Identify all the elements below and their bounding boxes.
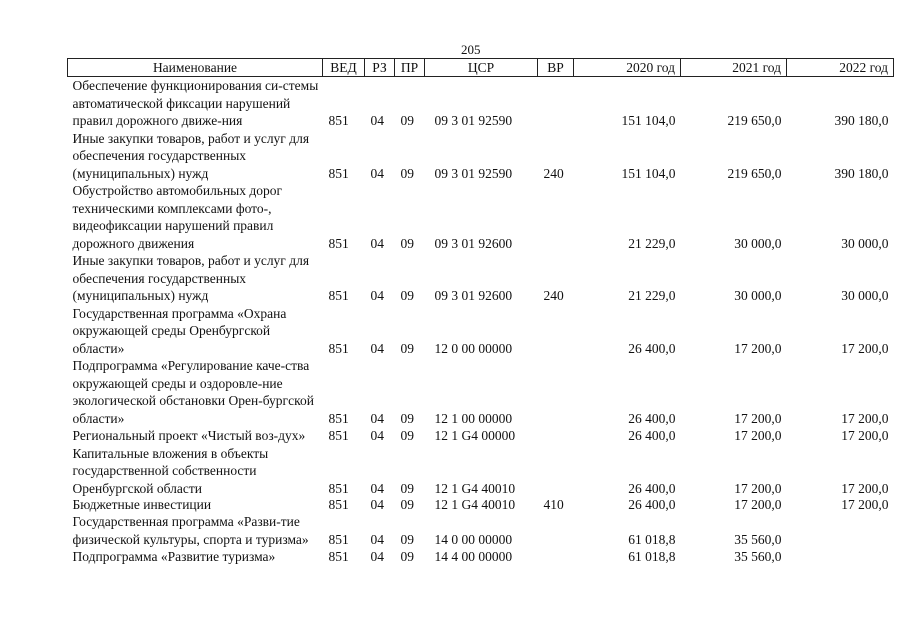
table-row: [68, 445, 894, 498]
row-vr: [538, 305, 574, 358]
row-rz: 04: [370, 165, 384, 181]
row-csr: 09 3 01 92600: [434, 235, 513, 251]
table-row: [68, 182, 894, 252]
row-pr: 09: [400, 410, 414, 426]
header-rz: РЗ: [365, 59, 395, 77]
header-2020: 2020 год: [574, 59, 681, 77]
row-csr: 09 3 01 92590: [434, 165, 513, 181]
row-ved: 851: [328, 113, 349, 128]
row-vr: [538, 182, 574, 252]
row-name: Обеспечение функционирования си-стемы автоматической фиксации нарушений правил дорожного движе-ния: [72, 78, 319, 128]
row-2022-value: [787, 548, 894, 566]
row-2021-value: 30 000,0: [734, 235, 782, 251]
row-2020-value: 21 229,0: [628, 288, 676, 303]
row-2020-value: 26 400,0: [628, 410, 676, 426]
row-ved: 851: [328, 497, 349, 512]
row-vr: [538, 427, 574, 445]
row-rz: 04: [370, 235, 384, 251]
row-pr: 09: [400, 497, 414, 512]
row-name: Подпрограмма «Регулирование каче-ства окружающей среды и оздоровле-ние экологической обстановки Орен-бургской области»: [72, 358, 314, 426]
row-csr: 12 1 00 00000: [434, 410, 513, 426]
row-name: Региональный проект «Чистый воз-дух»: [72, 428, 306, 443]
row-2020-value: 151 104,0: [621, 165, 676, 181]
row-csr: 09 3 01 92600: [434, 288, 513, 303]
header-pr: ПР: [395, 59, 425, 77]
row-name: Государственная программа «Разви-тие физической культуры, спорта и туризма»: [72, 514, 309, 547]
row-2022-value: 30 000,0: [841, 288, 889, 303]
row-csr: 12 1 G4 00000: [434, 428, 516, 443]
row-2021-value: 30 000,0: [734, 288, 782, 303]
row-2022-value: 17 200,0: [841, 410, 889, 426]
row-2020-value: 26 400,0: [628, 340, 676, 356]
row-2021-value: 17 200,0: [734, 340, 782, 356]
table-body: [68, 77, 894, 566]
row-vr: [538, 548, 574, 566]
row-2022-value: 30 000,0: [841, 235, 889, 251]
row-2021-value: 17 200,0: [734, 428, 782, 443]
table-row: [68, 77, 894, 130]
row-ved: 851: [328, 410, 349, 426]
row-ved: 851: [328, 340, 349, 356]
row-rz: 04: [370, 340, 384, 356]
table-row: [68, 357, 894, 427]
row-pr: 09: [400, 480, 414, 496]
row-2020-value: 26 400,0: [628, 497, 676, 512]
header-csr: ЦСР: [425, 59, 538, 77]
row-rz: 04: [370, 497, 384, 512]
row-ved: 851: [328, 531, 349, 547]
row-2021-value: 17 200,0: [734, 480, 782, 496]
row-2020-value: 21 229,0: [628, 235, 676, 251]
page-number: 205: [461, 42, 481, 57]
row-name: Государственная программа «Охрана окружающей среды Оренбургской области»: [72, 305, 287, 356]
row-name: Капитальные вложения в объекты государственной собственности Оренбургской области: [72, 445, 269, 496]
table-row: [68, 427, 894, 445]
row-vr: [538, 77, 574, 130]
row-pr: 09: [400, 288, 414, 303]
row-2021-value: 35 560,0: [734, 549, 782, 564]
row-ved: 851: [328, 549, 349, 564]
row-2020-value: 26 400,0: [628, 480, 676, 496]
row-2021-value: 35 560,0: [734, 531, 782, 547]
row-csr: 14 4 00 00000: [434, 549, 513, 564]
row-pr: 09: [400, 340, 414, 356]
row-2021-value: 219 650,0: [727, 113, 782, 128]
row-rz: 04: [370, 410, 384, 426]
row-vr: 240: [543, 288, 564, 303]
row-csr: 09 3 01 92590: [434, 113, 513, 128]
row-pr: 09: [400, 165, 414, 181]
row-rz: 04: [370, 113, 384, 128]
row-name: Бюджетные инвестиции: [72, 497, 212, 512]
row-rz: 04: [370, 288, 384, 303]
row-name: Иные закупки товаров, работ и услуг для обеспечения государственных (муниципальных) нужд: [72, 130, 310, 181]
row-rz: 04: [370, 531, 384, 547]
table-row: [68, 305, 894, 358]
budget-table: [67, 58, 894, 566]
row-pr: 09: [400, 113, 414, 128]
header-vr: ВР: [538, 59, 574, 77]
header-2022: 2022 год: [787, 59, 894, 77]
row-ved: 851: [328, 428, 349, 443]
row-ved: 851: [328, 165, 349, 181]
row-pr: 09: [400, 235, 414, 251]
header-2021: 2021 год: [681, 59, 787, 77]
row-csr: 12 1 G4 40010: [434, 480, 516, 496]
table-row: [68, 130, 894, 183]
row-rz: 04: [370, 428, 384, 443]
table-row: [68, 513, 894, 548]
table-row: [68, 548, 894, 566]
row-vr: [538, 513, 574, 548]
row-name: Подпрограмма «Развитие туризма»: [72, 549, 276, 564]
row-name: Обустройство автомобильных дорог техническими комплексами фото-, видеофиксации нарушений правил дорожного движения: [72, 183, 283, 251]
row-2021-value: 219 650,0: [727, 165, 782, 181]
row-2020-value: 61 018,8: [628, 531, 676, 547]
header-ved: ВЕД: [323, 59, 365, 77]
row-2022-value: 17 200,0: [841, 340, 889, 356]
row-2022-value: 17 200,0: [841, 497, 889, 512]
table-header: [68, 59, 894, 77]
row-2020-value: 151 104,0: [621, 113, 676, 128]
table-row: [68, 252, 894, 305]
row-vr: 240: [543, 165, 564, 181]
row-2021-value: 17 200,0: [734, 497, 782, 512]
row-2021-value: 17 200,0: [734, 410, 782, 426]
row-name: Иные закупки товаров, работ и услуг для обеспечения государственных (муниципальных) нужд: [72, 253, 310, 303]
row-pr: 09: [400, 531, 414, 547]
row-2022-value: 390 180,0: [834, 165, 889, 181]
row-2022-value: 390 180,0: [834, 113, 889, 128]
row-vr: [538, 357, 574, 427]
row-2022-value: 17 200,0: [841, 480, 889, 496]
header-name: Наименование: [68, 59, 323, 77]
row-2020-value: 26 400,0: [628, 428, 676, 443]
row-pr: 09: [400, 549, 414, 564]
row-pr: 09: [400, 428, 414, 443]
row-csr: 12 1 G4 40010: [434, 497, 516, 512]
row-rz: 04: [370, 480, 384, 496]
row-csr: 14 0 00 00000: [434, 531, 513, 547]
row-vr: [538, 445, 574, 498]
row-vr: 410: [543, 497, 564, 512]
row-2022-value: [787, 513, 894, 548]
row-csr: 12 0 00 00000: [434, 340, 513, 356]
row-ved: 851: [328, 288, 349, 303]
table-row: [68, 497, 894, 513]
row-2022-value: 17 200,0: [841, 428, 889, 443]
row-ved: 851: [328, 480, 349, 496]
row-rz: 04: [370, 549, 384, 564]
row-2020-value: 61 018,8: [628, 549, 676, 564]
row-ved: 851: [328, 235, 349, 251]
